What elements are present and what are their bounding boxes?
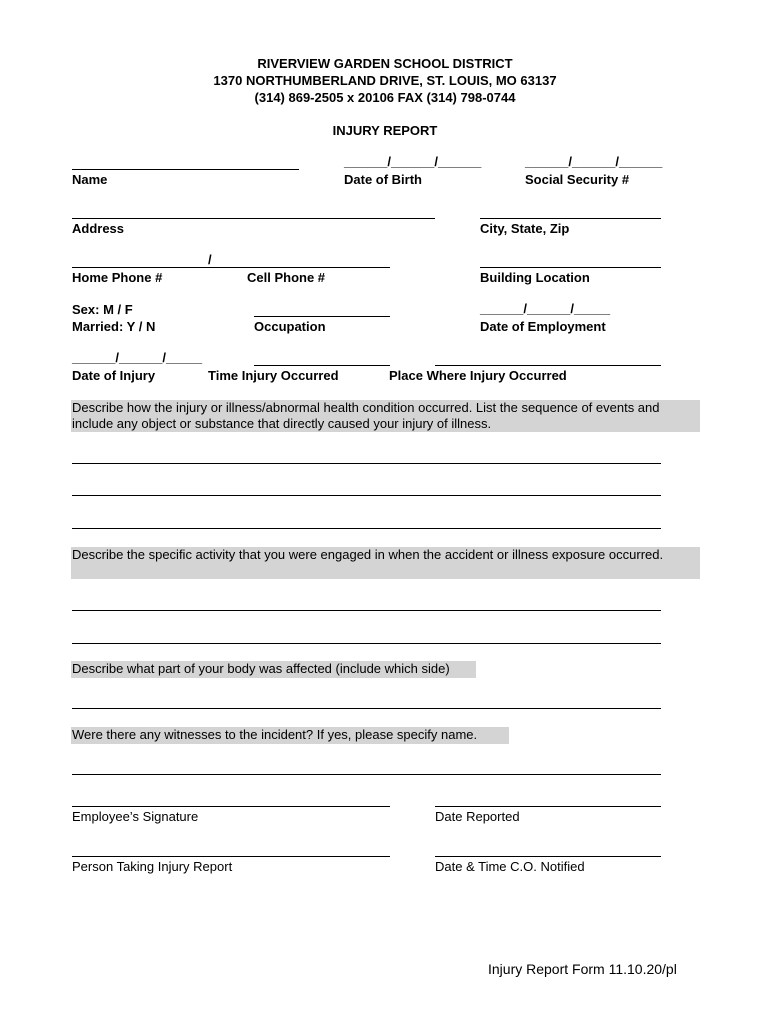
- place-label: Place Where Injury Occurred: [389, 368, 567, 383]
- answer-line[interactable]: [72, 495, 661, 496]
- date-time-co-label: Date & Time C.O. Notified: [435, 859, 585, 874]
- person-taking-label: Person Taking Injury Report: [72, 859, 233, 874]
- answer-line[interactable]: [72, 463, 661, 464]
- building-label: Building Location: [480, 270, 590, 285]
- person-taking-line[interactable]: [72, 856, 390, 857]
- ssn-blank[interactable]: ______/______/______: [525, 154, 663, 169]
- question-activity: Describe the specific activity that you were engaged in when the accident or illness exposure occurred.: [71, 547, 700, 579]
- building-line[interactable]: [480, 267, 661, 268]
- district-name: RIVERVIEW GARDEN SCHOOL DISTRICT: [257, 56, 513, 71]
- answer-line[interactable]: [72, 774, 661, 775]
- name-line[interactable]: [72, 169, 299, 170]
- answer-line[interactable]: [72, 708, 661, 709]
- married-label[interactable]: Married: Y / N: [72, 319, 156, 334]
- date-time-co-line[interactable]: [435, 856, 661, 857]
- home-phone-label: Home Phone #: [72, 270, 163, 285]
- question-injury-description: Describe how the injury or illness/abnormal health condition occurred. List the sequence of events and include any object or substance that directly caused your injury of illness.: [71, 400, 700, 432]
- form-title: INJURY REPORT: [332, 123, 438, 138]
- occupation-label: Occupation: [254, 319, 326, 334]
- employee-signature-label: Employee’s Signature: [72, 809, 199, 824]
- address-line[interactable]: [72, 218, 435, 219]
- answer-line[interactable]: [72, 643, 661, 644]
- city-line[interactable]: [480, 218, 661, 219]
- answer-line[interactable]: [72, 610, 661, 611]
- place-line[interactable]: [435, 365, 661, 366]
- time-line[interactable]: [254, 365, 390, 366]
- cell-phone-label: Cell Phone #: [247, 270, 326, 285]
- employee-signature-line[interactable]: [72, 806, 390, 807]
- phone-slash: /: [208, 252, 212, 267]
- time-label: Time Injury Occurred: [208, 368, 339, 383]
- question-body-part: Describe what part of your body was affected (include which side): [71, 661, 476, 678]
- injury-date-blank[interactable]: ______/______/_____: [72, 350, 203, 365]
- dob-blank[interactable]: ______/______/______: [344, 154, 482, 169]
- phone-line[interactable]: [72, 267, 390, 268]
- city-label: City, State, Zip: [480, 221, 570, 236]
- answer-line[interactable]: [72, 528, 661, 529]
- address-label: Address: [72, 221, 125, 236]
- ssn-label: Social Security #: [525, 172, 630, 187]
- district-address: 1370 NORTHUMBERLAND DRIVE, ST. LOUIS, MO 63137: [213, 73, 557, 88]
- district-phone: (314) 869-2505 x 20106 FAX (314) 798-0744: [254, 90, 516, 105]
- date-reported-label: Date Reported: [435, 809, 520, 824]
- employment-label: Date of Employment: [480, 319, 606, 334]
- question-witnesses: Were there any witnesses to the incident? If yes, please specify name.: [71, 727, 509, 744]
- occupation-line[interactable]: [254, 316, 390, 317]
- sex-label[interactable]: Sex: M / F: [72, 302, 133, 317]
- injury-date-label: Date of Injury: [72, 368, 156, 383]
- form-footer: Injury Report Form 11.10.20/pl: [488, 961, 677, 977]
- name-label: Name: [72, 172, 108, 187]
- employment-blank[interactable]: ______/______/_____: [480, 301, 611, 316]
- dob-label: Date of Birth: [344, 172, 422, 187]
- date-reported-line[interactable]: [435, 806, 661, 807]
